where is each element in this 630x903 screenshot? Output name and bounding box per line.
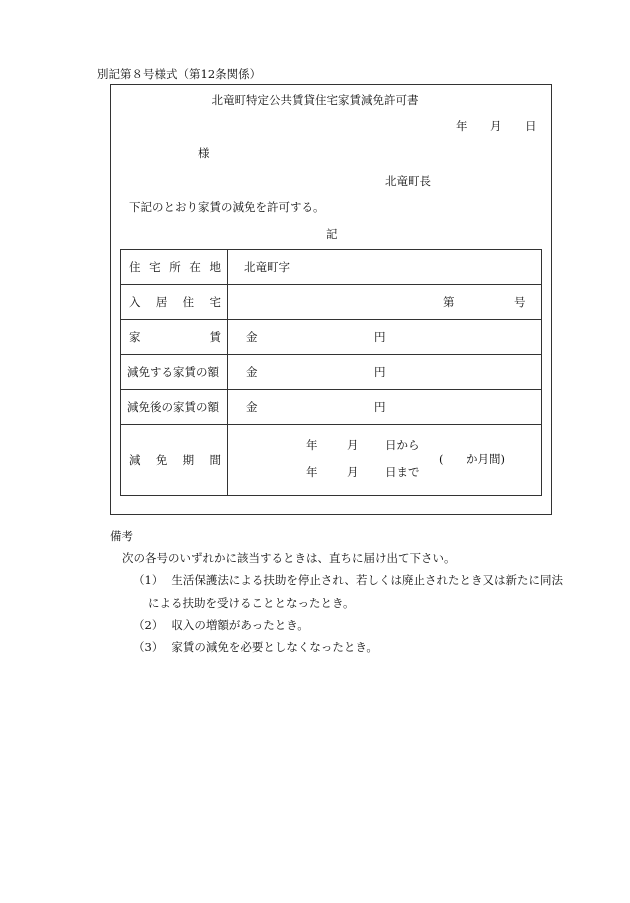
dwelling-dai: 第 bbox=[443, 295, 455, 309]
recipient-suffix: 様 bbox=[198, 146, 210, 160]
after-en: 円 bbox=[374, 400, 386, 414]
period-from-day: 日から bbox=[385, 438, 420, 453]
issuer-name: 北竜町長 bbox=[385, 174, 431, 188]
address-value: 北竜町字 bbox=[244, 260, 290, 274]
period-to-month: 月 bbox=[347, 464, 359, 479]
period-months-close: か月間) bbox=[466, 451, 505, 466]
label-reduction: 減免する家賃の額 bbox=[127, 365, 219, 379]
details-table bbox=[120, 249, 542, 496]
form-header: 別記第８号様式（第12条関係） bbox=[97, 67, 262, 81]
table-row-rent bbox=[121, 320, 542, 355]
table-row-after bbox=[121, 390, 542, 425]
label-period: 減 免 期 間 bbox=[129, 453, 221, 467]
period-to-year: 年 bbox=[306, 464, 318, 479]
document-title: 北竜町特定公共賃貸住宅家賃減免許可書 bbox=[211, 93, 419, 107]
table-row-reduction bbox=[121, 355, 542, 390]
period-from-month: 月 bbox=[347, 438, 359, 453]
table-row-address bbox=[121, 250, 542, 285]
date-day: 日 bbox=[525, 119, 537, 133]
period-months-open: ( bbox=[439, 451, 444, 466]
notes-lead: 次の各号のいずれかに該当するときは、直ちに届け出て下さい。 bbox=[122, 551, 456, 565]
note-item-1: （1） 生活保護法による扶助を停止され、若しくは廃止されたとき又は新たに同法 bbox=[133, 573, 564, 587]
label-after: 減免後の家賃の額 bbox=[127, 400, 219, 414]
date-month: 月 bbox=[490, 119, 502, 133]
notes-title: 備考 bbox=[110, 529, 133, 543]
intro-text: 下記のとおり家賃の減免を許可する。 bbox=[129, 200, 325, 214]
rent-kin: 金 bbox=[246, 330, 258, 344]
label-dwelling: 入 居 住 宅 bbox=[129, 295, 221, 309]
label-address: 住 宅 所 在 地 bbox=[129, 260, 221, 274]
period-to-day: 日まで bbox=[385, 464, 420, 479]
table-row-period bbox=[121, 425, 542, 496]
after-kin: 金 bbox=[246, 400, 258, 414]
label-rent: 家 賃 bbox=[129, 330, 221, 344]
ki-heading: 記 bbox=[326, 227, 338, 241]
date-year: 年 bbox=[456, 119, 468, 133]
note-item-2: （2） 収入の増額があったとき。 bbox=[133, 618, 309, 632]
rent-en: 円 bbox=[374, 330, 386, 344]
period-from-year: 年 bbox=[306, 438, 318, 453]
dwelling-go: 号 bbox=[514, 295, 526, 309]
note-item-1-continued: による扶助を受けることとなったとき。 bbox=[148, 596, 355, 610]
reduction-en: 円 bbox=[374, 365, 386, 379]
reduction-kin: 金 bbox=[246, 365, 258, 379]
table-row-dwelling bbox=[121, 285, 542, 320]
note-item-3: （3） 家賃の減免を必要としなくなったとき。 bbox=[133, 640, 378, 654]
